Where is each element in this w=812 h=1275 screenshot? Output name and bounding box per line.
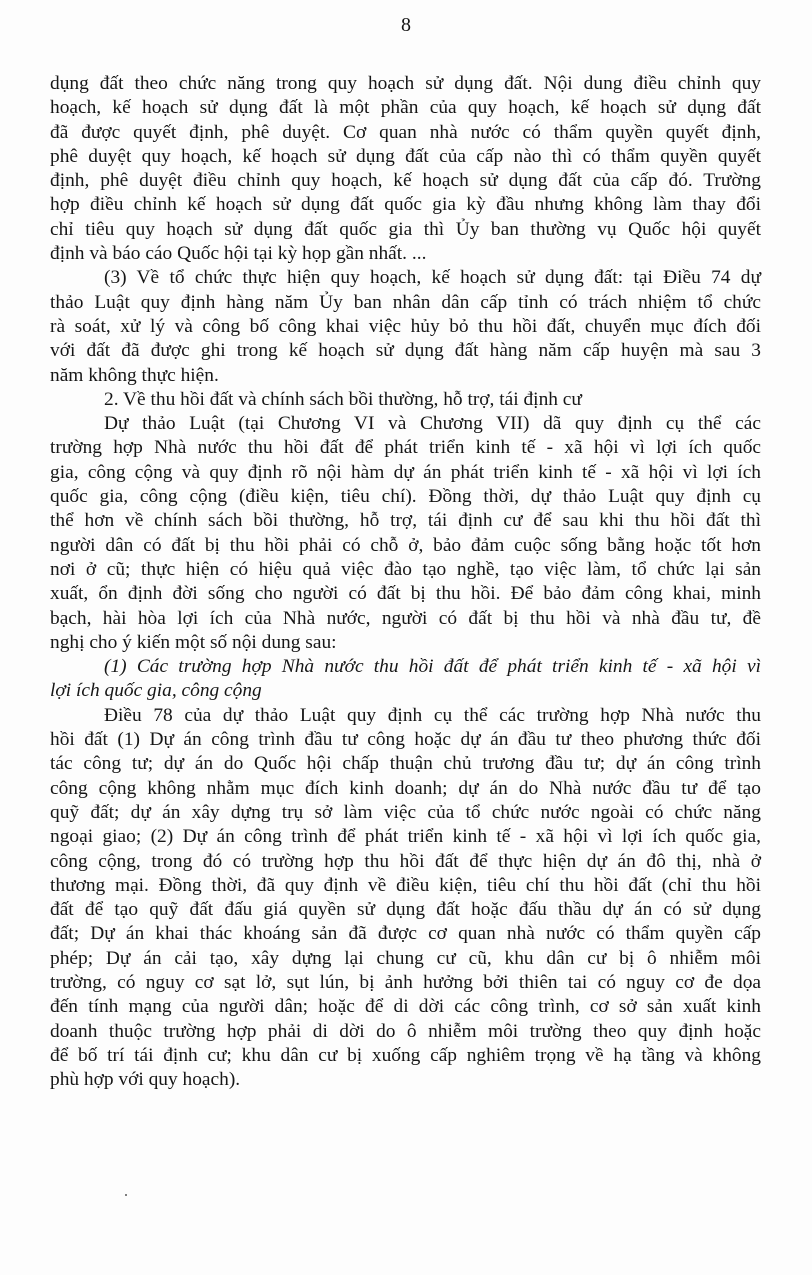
text-line: hồi đất (1) Dự án công trình đầu tư công hoặc dự án đầu tư theo phương thức đối — [50, 729, 761, 751]
text-line: hoạch, kế hoạch sử dụng đất là một phần của quy hoạch, kế hoạch sử dụng đất — [50, 97, 761, 119]
text-line: định và báo cáo Quốc hội tại kỳ họp gần nhất. ... — [50, 243, 427, 265]
text-line: lợi ích quốc gia, công cộng — [50, 680, 262, 702]
text-line: dụng đất theo chức năng trong quy hoạch sử dụng đất. Nội dung điều chỉnh quy — [50, 73, 761, 94]
text-line: để bố trí tái định cư; khu dân cư bị xuống cấp nghiêm trọng về hạ tầng và không — [50, 1044, 761, 1066]
text-line: rà soát, xử lý và công bố công khai việc hủy bỏ thu hồi đất, chuyển mục đích đối — [50, 315, 761, 337]
text-line: đã được quyết định, phê duyệt. Cơ quan nhà nước có thẩm quyền quyết định, — [50, 121, 761, 143]
text-line: phê duyệt quy hoạch, kế hoạch sử dụng đất của cấp nào thì có thẩm quyền quyết — [50, 145, 761, 167]
text-line: xuất, ổn định đời sống cho người có đất bị thu hồi. Để bảo đảm công khai, minh — [50, 583, 761, 605]
text-line: chỉ tiêu quy hoạch sử dụng đất quốc gia thì Ủy ban thường vụ Quốc hội quyết — [50, 218, 761, 240]
text-line: (1) Các trường hợp Nhà nước thu hồi đất để phát triển kinh tế - xã hội vì — [104, 656, 761, 678]
text-line: đất; Dự án khai thác khoáng sản đã được cơ quan nhà nước có thẩm quyền cấp — [50, 923, 761, 945]
text-line: 2. Về thu hồi đất và chính sách bồi thường, hỗ trợ, tái định cư — [104, 388, 582, 410]
text-line: nghị cho ý kiến một số nội dung sau: — [50, 631, 337, 653]
text-line: thảo Luật quy định hàng năm Ủy ban nhân dân cấp tỉnh có trách nhiệm tổ chức — [50, 291, 761, 313]
text-line: người dân có đất bị thu hồi phải có chỗ ở, bảo đảm cuộc sống bằng hoặc tốt hơn — [50, 534, 761, 556]
text-line: doanh thuộc trường hợp phải di dời do ô nhiễm môi trường theo quy định hoặc — [50, 1020, 761, 1042]
text-line: đến tính mạng của người dân; hoặc để di dời các công trình, cơ sở sản xuất kinh — [50, 996, 761, 1018]
paragraph — [50, 388, 761, 412]
text-line: trường hợp Nhà nước thu hồi đất để phát triển kinh tế - xã hội vì lợi ích quốc — [50, 437, 761, 459]
text-line: Dự thảo Luật (tại Chương VI và Chương VII) dã quy định cụ thể các — [104, 413, 761, 435]
text-line: thương mại. Đồng thời, đã quy định về điều kiện, tiêu chí thu hồi đất (chỉ thu hồi — [50, 874, 761, 896]
text-line: quỹ đất; dự án xây dựng trụ sở làm việc của tổ chức nước ngoài có chức năng — [50, 801, 761, 823]
text-line: gia, công cộng và quy định rõ nội hàm dự án phát triển kinh tế - xã hội vì lợi ích — [50, 461, 761, 483]
paragraph — [50, 704, 761, 1093]
text-line: định, phê duyệt điều chỉnh quy hoạch, kế hoạch sử dụng đất của cấp đó. Trường — [50, 170, 761, 192]
paragraph — [50, 412, 761, 655]
page-number: 8 — [401, 14, 411, 36]
text-line: nơi ở cũ; thực hiện có hiệu quả việc đào tạo nghề, tạo việc làm, tổ chức lại sản — [50, 558, 761, 580]
text-line: thể hơn về chính sách bồi thường, hỗ trợ, tái định cư để sau khi thu hồi đất thì — [50, 510, 761, 532]
text-line: hợp điều chỉnh kế hoạch sử dụng đất quốc gia kỳ đầu nhưng không làm thay đổi — [50, 194, 761, 216]
text-line: công cộng, trong đó có trường hợp thu hồi đất để thực hiện dự án đô thị, nhà ở — [50, 850, 761, 872]
text-line: ngoại giao; (2) Dự án công trình để phát triển kinh tế - xã hội vì lợi ích quốc gia, — [50, 826, 761, 848]
text-line: Điều 78 của dự thảo Luật quy định cụ thể các trường hợp Nhà nước thu — [104, 704, 761, 726]
scan-speck — [125, 1194, 127, 1196]
text-line: năm không thực hiện. — [50, 364, 219, 386]
text-line: phù hợp với quy hoạch). — [50, 1069, 241, 1091]
paragraph — [50, 655, 761, 704]
text-line: với đất đã được ghi trong kế hoạch sử dụng đất hàng năm cấp huyện mà sau 3 — [50, 340, 761, 362]
text-line: đất để tạo quỹ đất đấu giá quyền sử dụng đất hoặc đấu thầu dự án có sử dụng — [50, 899, 761, 921]
paragraph — [50, 72, 761, 266]
text-line: bạch, hài hòa lợi ích của Nhà nước, người có đất bị thu hồi và nhà đầu tư, đề — [50, 607, 761, 629]
text-line: trường, có nguy cơ sạt lở, sụt lún, bị ảnh hưởng bởi thiên tai có nguy cơ đe dọa — [50, 971, 761, 993]
text-line: (3) Về tổ chức thực hiện quy hoạch, kế hoạch sử dụng đất: tại Điều 74 dự — [104, 267, 761, 289]
paragraph — [50, 266, 761, 387]
text-line: công cộng không nhằm mục đích kinh doanh; dự án do Nhà nước đầu tư để tạo — [50, 777, 761, 799]
text-line: quốc gia, công cộng (điều kiện, tiêu chí). Đồng thời, dự thảo Luật quy định cụ — [50, 486, 761, 508]
text-line: tác công tư; dự án do Quốc hội chấp thuận chủ trương đầu tư; dự án công trình — [50, 753, 761, 775]
body-text — [50, 72, 761, 1092]
text-line: phép; Dự án cải tạo, xây dựng lại chung cư cũ, khu dân cư bị ô nhiễm môi — [50, 947, 761, 969]
